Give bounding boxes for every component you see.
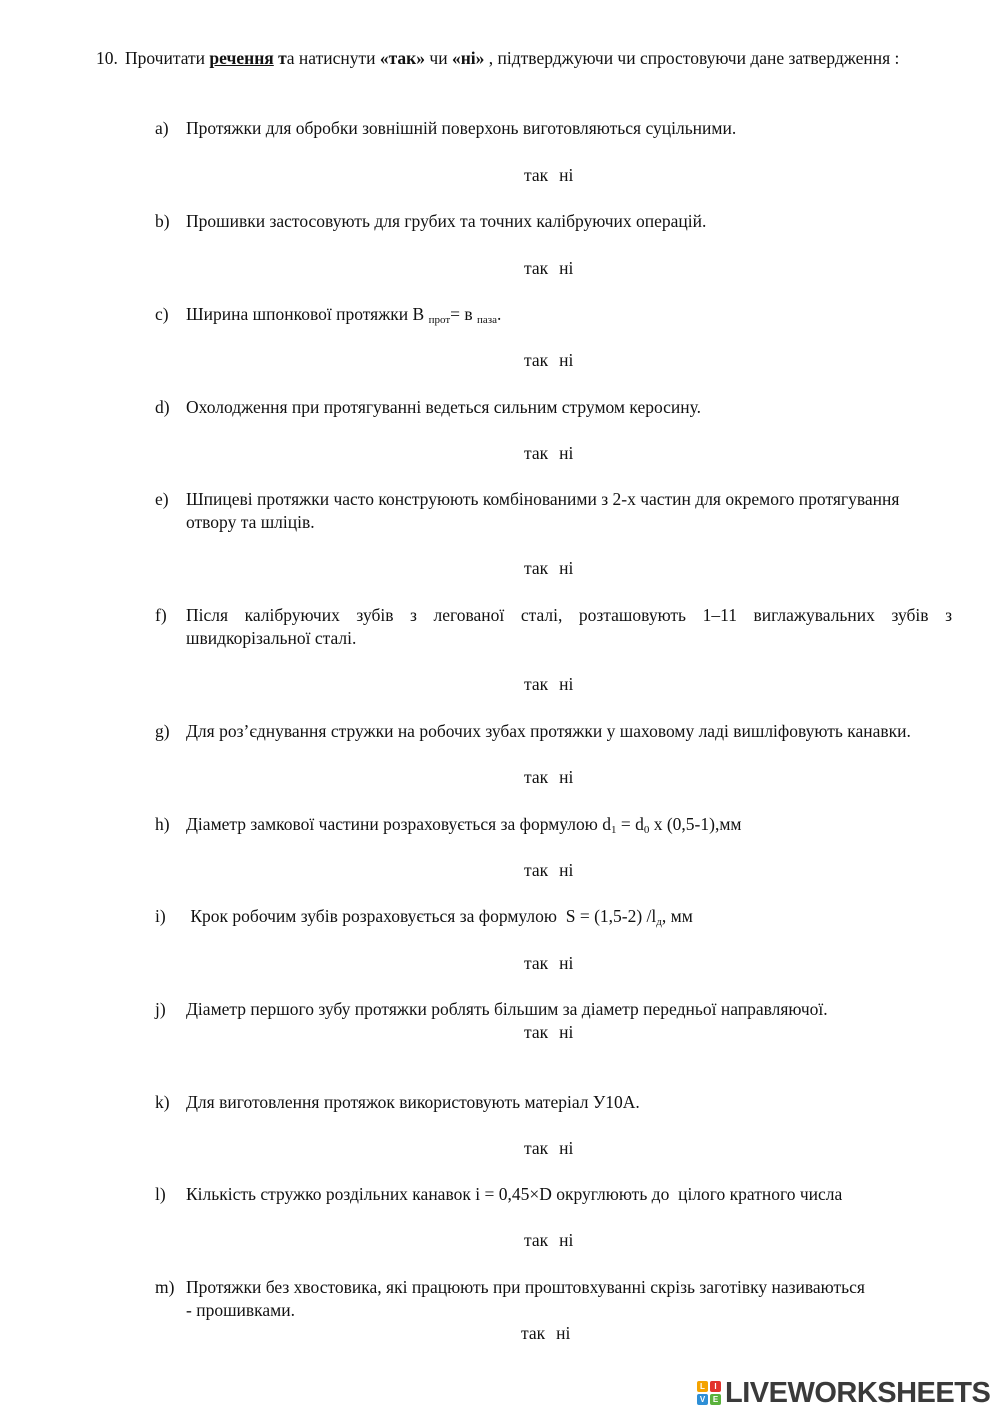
answer-yes-d[interactable]: так	[524, 443, 549, 463]
logo-tile-l: L	[697, 1381, 708, 1392]
question-text: Охолодження при протягуванні ведеться сильним струмом керосину.	[186, 397, 702, 417]
question-letter: a)	[155, 118, 169, 138]
question-text: Кількість стружко роздільних канавок i = 0,45×D округлюють до цілого кратного числа	[186, 1184, 843, 1204]
question-text: Прошивки застосовують для грубих та точних калібруючих операцій.	[186, 211, 707, 231]
question-letter: b)	[155, 211, 170, 231]
question-m	[155, 1276, 952, 1322]
question-h	[155, 813, 952, 836]
answer-options-f	[524, 673, 573, 696]
answer-options-i	[524, 952, 573, 975]
question-text: Діаметр замкової частини розраховується за формулою $d_1 = d_0$ х (0,5-1),мм	[186, 814, 742, 836]
answer-yes-l[interactable]: так	[524, 1230, 549, 1250]
answer-no-c[interactable]: ні	[559, 350, 574, 370]
logo-tile-v: V	[697, 1394, 708, 1405]
question-letter: k)	[155, 1092, 170, 1112]
question-letter: m)	[155, 1277, 175, 1297]
question-letter: l)	[155, 1184, 166, 1204]
question-b	[155, 210, 952, 233]
answer-no-d[interactable]: ні	[559, 443, 574, 463]
question-g	[155, 720, 952, 743]
question-l	[155, 1183, 952, 1206]
question-text: Для виготовлення протяжок використовують матеріал У10А.	[186, 1092, 640, 1112]
question-text: Крок робочим зубів розраховується за формулою S = (1,5-2) $/l_д$, мм	[186, 906, 693, 928]
answer-options-e	[524, 557, 573, 580]
emphasis-no: «ні»	[451, 48, 485, 68]
answer-no-l[interactable]: ні	[559, 1230, 574, 1250]
answer-no-f[interactable]: ні	[559, 674, 574, 694]
question-letter: g)	[155, 721, 170, 741]
question-letter: i)	[155, 906, 166, 926]
answer-yes-j[interactable]: так	[524, 1022, 549, 1042]
answer-yes-i[interactable]: так	[524, 953, 549, 973]
answer-no-a[interactable]: ні	[559, 165, 574, 185]
answer-yes-b[interactable]: так	[524, 258, 549, 278]
task-number: 10.	[96, 48, 118, 68]
answer-yes-a[interactable]: так	[524, 165, 549, 185]
question-text: Для роз’єднування стружки на робочих зубах протяжки у шаховому ладі вишліфовують канавки.	[186, 721, 911, 741]
question-text: Після калібруючих зубів з легованої сталі, розташовують 1–11 виглажувальних зубів з швидкорізальної сталі.	[186, 605, 952, 648]
answer-options-j	[524, 1021, 573, 1044]
answer-options-k	[524, 1137, 573, 1160]
answer-options-m	[521, 1322, 570, 1345]
question-letter: j)	[155, 999, 166, 1019]
answer-options-b	[524, 257, 573, 280]
answer-no-g[interactable]: ні	[559, 767, 574, 787]
question-text: Діаметр першого зубу протяжки роблять більшим за діаметр передньої направляючої.	[186, 999, 828, 1019]
liveworksheets-logo	[697, 1376, 990, 1410]
answer-yes-f[interactable]: так	[524, 674, 549, 694]
question-f	[155, 604, 952, 650]
answer-no-b[interactable]: ні	[559, 258, 574, 278]
question-j	[155, 998, 952, 1021]
question-d	[155, 396, 952, 419]
question-text: Протяжки для обробки зовнішній поверхонь виготовляються суцільними.	[186, 118, 737, 138]
logo-tile-e: E	[710, 1394, 721, 1405]
answer-no-h[interactable]: ні	[559, 860, 574, 880]
liveworksheets-logo-icon	[697, 1381, 721, 1405]
emphasis-yes: «так»	[379, 48, 426, 68]
answer-no-e[interactable]: ні	[559, 558, 574, 578]
answer-no-k[interactable]: ні	[559, 1138, 574, 1158]
answer-no-i[interactable]: ні	[559, 953, 574, 973]
answer-options-l	[524, 1229, 573, 1252]
answer-yes-h[interactable]: так	[524, 860, 549, 880]
question-k	[155, 1091, 952, 1114]
answer-options-d	[524, 442, 573, 465]
question-letter: d)	[155, 397, 170, 417]
answer-yes-e[interactable]: так	[524, 558, 549, 578]
liveworksheets-logo-text: LIVEWORKSHEETS	[725, 1376, 991, 1409]
answer-no-j[interactable]: ні	[559, 1022, 574, 1042]
answer-yes-c[interactable]: так	[524, 350, 549, 370]
question-e	[155, 488, 952, 534]
task-text: Прочитати речення та натиснути «так» чи «ні» , підтверджуючи чи спростовуючи дане затвердження :	[125, 48, 900, 68]
question-text: Шпицеві протяжки часто конструюють комбінованими з 2-х частин для окремого протягування отвору та шліців.	[186, 489, 900, 532]
question-i	[155, 905, 952, 928]
logo-tile-i: I	[710, 1381, 721, 1392]
answer-yes-g[interactable]: так	[524, 767, 549, 787]
question-letter: f)	[155, 605, 167, 625]
question-a	[155, 117, 952, 140]
answer-options-g	[524, 766, 573, 789]
question-text: Протяжки без хвостовика, які працюють при проштовхуванні скрізь заготівку називаються - прошивками.	[186, 1277, 865, 1320]
answer-yes-m[interactable]: так	[521, 1323, 546, 1343]
task-instruction	[96, 47, 952, 70]
question-c	[155, 303, 952, 326]
answer-options-h	[524, 859, 573, 882]
question-letter: h)	[155, 814, 170, 834]
question-letter: c)	[155, 304, 169, 324]
answer-yes-k[interactable]: так	[524, 1138, 549, 1158]
answer-options-c	[524, 349, 573, 372]
answer-options-a	[524, 164, 573, 187]
question-letter: e)	[155, 489, 169, 509]
answer-no-m[interactable]: ні	[556, 1323, 571, 1343]
emphasis-sentence: речення	[209, 48, 274, 68]
question-text: Ширина шпонкової протяжки В $_{прот}$= в $_{паза}$.	[186, 304, 502, 326]
